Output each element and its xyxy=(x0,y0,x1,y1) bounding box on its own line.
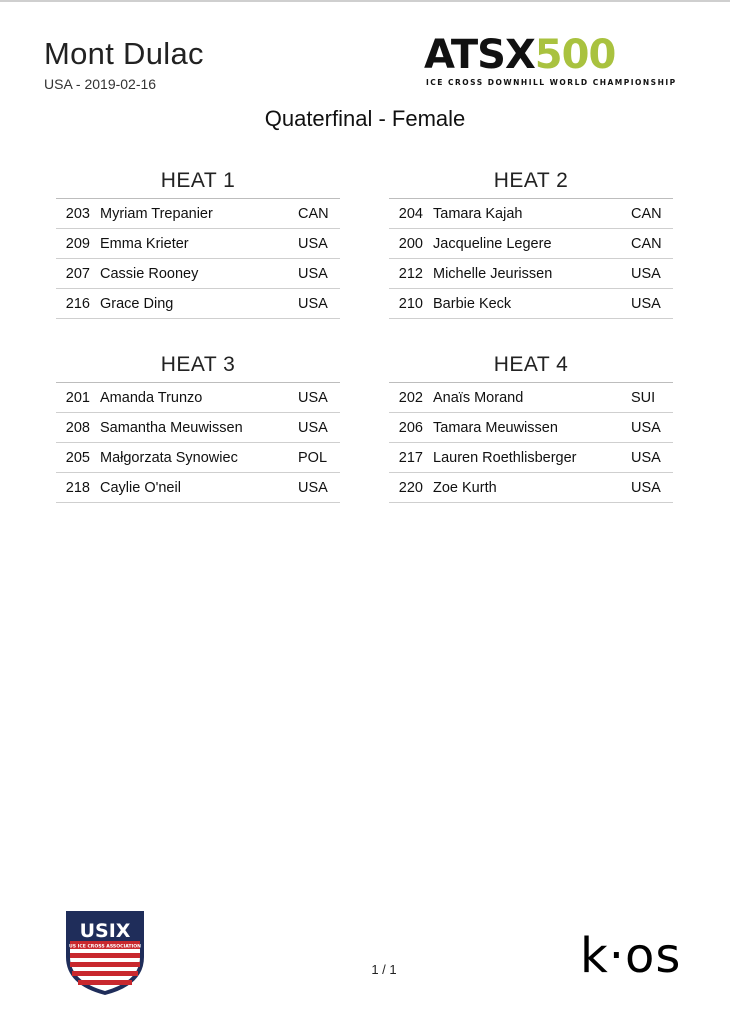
heat-title: HEAT 4 xyxy=(493,353,569,376)
heat-title: HEAT 3 xyxy=(160,353,236,376)
rider-name: Lauren Roethlisberger xyxy=(433,449,577,466)
nation-code: USA xyxy=(298,295,328,312)
heat-table xyxy=(56,198,340,319)
heat-2 xyxy=(389,164,673,319)
heat-table xyxy=(56,382,340,503)
rider-row xyxy=(56,383,340,413)
nation-code: USA xyxy=(631,265,661,282)
bib-number: 203 xyxy=(65,205,90,222)
logo-tagline: ICE CROSS DOWNHILL WORLD CHAMPIONSHIP xyxy=(426,78,677,87)
nation-code: USA xyxy=(631,479,661,496)
rider-name: Tamara Meuwissen xyxy=(433,419,558,436)
nation-code: USA xyxy=(631,295,661,312)
rider-row xyxy=(56,229,340,259)
rider-name: Cassie Rooney xyxy=(100,265,199,282)
nation-code: CAN xyxy=(631,205,662,222)
rider-row xyxy=(389,473,673,503)
rider-name: Myriam Trepanier xyxy=(100,205,213,222)
rider-row xyxy=(389,383,673,413)
bib-number: 216 xyxy=(65,295,90,312)
bib-number: 208 xyxy=(65,419,90,436)
rider-name: Grace Ding xyxy=(100,295,174,312)
page-title: Quaterfinal - Female xyxy=(264,106,466,131)
bib-number: 209 xyxy=(65,235,90,252)
heat-3 xyxy=(56,348,340,503)
rider-name: Samantha Meuwissen xyxy=(100,419,243,436)
rider-row xyxy=(389,443,673,473)
nation-code: CAN xyxy=(631,235,662,252)
heat-1 xyxy=(56,164,340,319)
bib-number: 220 xyxy=(398,479,423,496)
nation-code: USA xyxy=(631,449,661,466)
bib-number: 200 xyxy=(398,235,423,252)
rider-name: Michelle Jeurissen xyxy=(433,265,553,282)
rider-row xyxy=(389,259,673,289)
venue-title: Mont Dulac xyxy=(44,36,204,71)
heat-4 xyxy=(389,348,673,503)
logo-word-green: 500 xyxy=(534,32,616,78)
rider-name: Jacqueline Legere xyxy=(433,235,552,252)
atsx500-logo xyxy=(424,33,694,93)
bib-number: 218 xyxy=(65,479,90,496)
top-rule xyxy=(0,0,730,2)
rider-row xyxy=(389,199,673,229)
nation-code: USA xyxy=(631,419,661,436)
usix-banner: US ICE CROSS ASSOCIATION xyxy=(68,944,142,950)
bib-number: 202 xyxy=(398,389,423,406)
rider-row xyxy=(389,413,673,443)
bib-number: 212 xyxy=(398,265,423,282)
rider-name: Amanda Trunzo xyxy=(100,389,203,406)
rider-name: Małgorzata Synowiec xyxy=(100,449,238,466)
rider-row xyxy=(56,413,340,443)
page-number: 1 / 1 xyxy=(371,962,397,977)
heat-title: HEAT 1 xyxy=(160,169,236,192)
usix-logo xyxy=(62,907,148,997)
nation-code: USA xyxy=(298,265,328,282)
nation-code: USA xyxy=(298,235,328,252)
logo-wordmark xyxy=(424,33,615,77)
bib-number: 204 xyxy=(398,205,423,222)
bib-number: 206 xyxy=(398,419,423,436)
rider-row xyxy=(56,199,340,229)
rider-name: Barbie Keck xyxy=(433,295,512,312)
bib-number: 205 xyxy=(65,449,90,466)
nation-code: SUI xyxy=(631,389,656,406)
kos-brand-logo: k·os xyxy=(580,928,682,984)
bib-number: 217 xyxy=(398,449,423,466)
rider-name: Anaïs Morand xyxy=(433,389,524,406)
logo-word-black: ATSX xyxy=(424,32,535,78)
rider-name: Caylie O'neil xyxy=(100,479,181,496)
rider-row xyxy=(389,289,673,319)
country-date: USA - 2019-02-16 xyxy=(44,76,157,92)
nation-code: USA xyxy=(298,389,328,406)
nation-code: POL xyxy=(298,449,328,466)
bib-number: 210 xyxy=(398,295,423,312)
rider-name: Tamara Kajah xyxy=(433,205,523,222)
bib-number: 207 xyxy=(65,265,90,282)
rider-row xyxy=(56,443,340,473)
rider-row xyxy=(389,229,673,259)
bib-number: 201 xyxy=(65,389,90,406)
heat-table xyxy=(389,198,673,319)
nation-code: CAN xyxy=(298,205,329,222)
nation-code: USA xyxy=(298,419,328,436)
usix-text: USIX xyxy=(79,920,131,942)
rider-name: Zoe Kurth xyxy=(433,479,497,496)
nation-code: USA xyxy=(298,479,328,496)
rider-row xyxy=(56,259,340,289)
rider-row xyxy=(56,289,340,319)
rider-row xyxy=(56,473,340,503)
heat-table xyxy=(389,382,673,503)
rider-name: Emma Krieter xyxy=(100,235,189,252)
heat-title: HEAT 2 xyxy=(493,169,569,192)
usix-shield-icon xyxy=(62,907,148,997)
